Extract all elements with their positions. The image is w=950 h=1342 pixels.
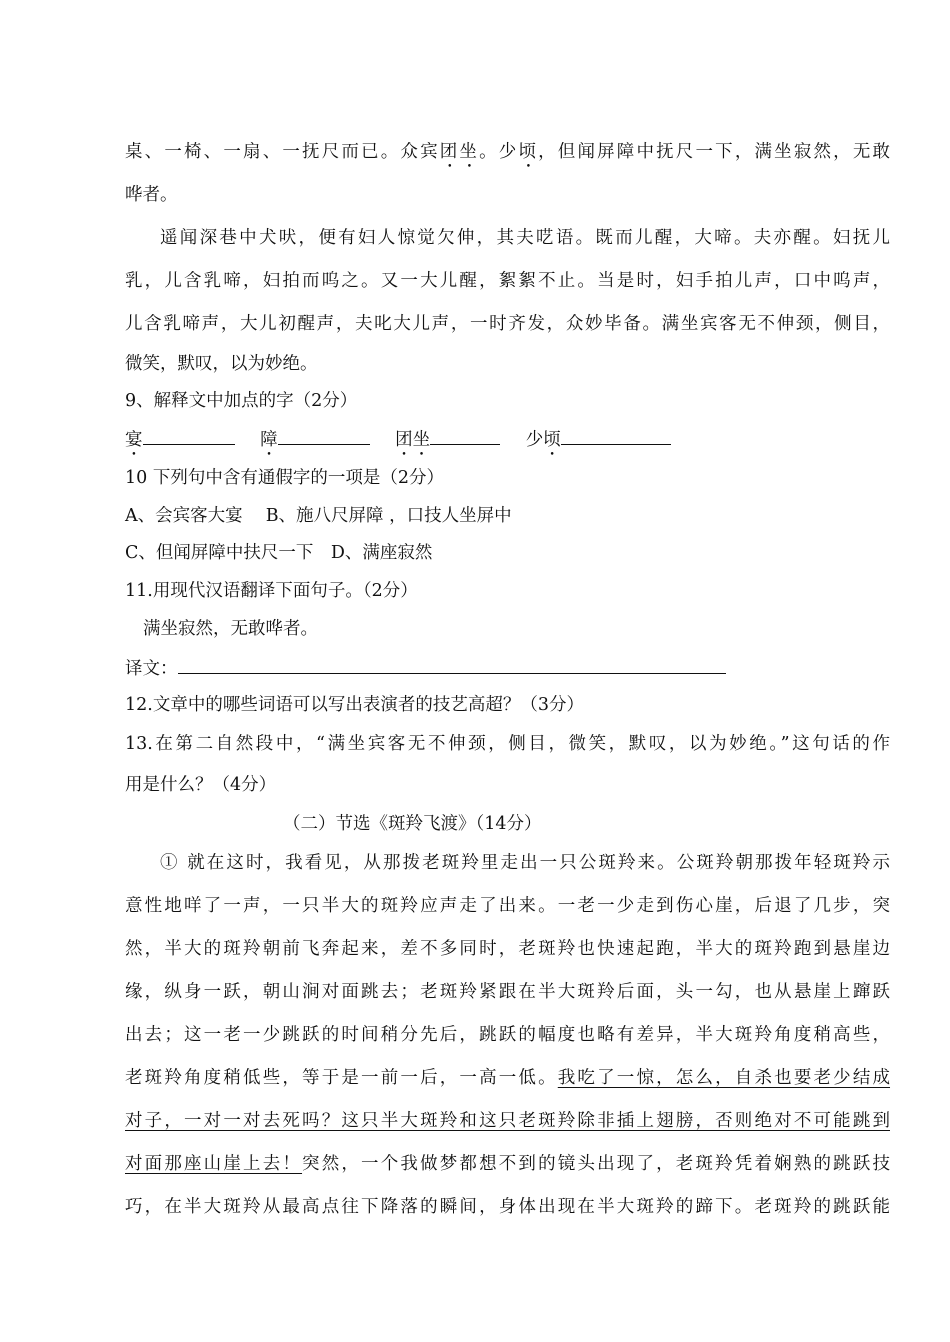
- passage2-line-6: 老斑羚角度稍低些，等于是一前一后，一高一低。我吃了一惊，怎么，自杀也要老少结成: [125, 1068, 891, 1088]
- dotted-tuanzuo: 团坐: [439, 142, 480, 162]
- underlined-sentence: 我吃了一惊，怎么，自杀也要老少结成: [557, 1068, 891, 1088]
- passage1-line-1: 桌、一椅、一扇、一抚尺而已。众宾团坐。少顷，但闻屏障中抚尺一下，满坐寂然，无敢: [125, 142, 891, 162]
- q9-prompt: 9、解释文中加点的字（2分）: [125, 391, 358, 411]
- translation-answer-blank[interactable]: [178, 655, 726, 674]
- passage2-line-9: 巧，在半大斑羚从最高点往下降落的瞬间，身体出现在半大斑羚的蹄下。老斑羚的跳跃能: [125, 1197, 890, 1217]
- passage2-line-1: ① 就在这时，我看见，从那拨老斑羚里走出一只公斑羚来。公斑羚朝那拨年轻斑羚示: [160, 853, 890, 873]
- passage2-line-7: 对子，一对一对去死吗？这只半大斑羚和这只老斑羚除非插上翅膀，否则绝对不可能跳到: [125, 1111, 890, 1131]
- q9-item-yan: 宴: [125, 426, 235, 460]
- passage1-line-5: 儿含乳啼声，大儿初醒声，夫叱大儿声，一时齐发，众妙毕备。满坐宾客无不伸颈，侧目，: [125, 314, 890, 334]
- q9-item-shaoqing: 少顷: [526, 426, 671, 460]
- q11-answer-line: 译文：: [125, 655, 890, 681]
- answer-blank[interactable]: [430, 426, 500, 445]
- passage2-line-5: 出去；这一老一少跳跃的时间稍分先后，跳跃的幅度也略有差异，半大斑羚角度稍高些，: [125, 1025, 890, 1045]
- q11-sentence: 满坐寂然，无敢哗者。: [143, 619, 318, 639]
- q13-line-1: 13.在第二自然段中，“满坐宾客无不伸颈，侧目，微笑，默叹，以为妙绝。”这句话的作: [125, 734, 890, 754]
- q10-options-ab: A、会宾客大宴 B、施八尺屏障 ，口技人坐屏中: [125, 506, 512, 526]
- passage2-line-2: 意性地咩了一声，一只半大的斑羚应声走了出来。一老一少走到伤心崖，后退了几步，突: [125, 896, 890, 916]
- q9-item-tuanzuo: 团坐: [395, 426, 500, 460]
- q10-options-cd: C、但闻屏障中扶尺一下 D、满座寂然: [125, 543, 433, 563]
- underlined-sentence-end: 对面那座山崖上去！: [125, 1154, 303, 1174]
- passage1-line-2: 哗者。: [125, 185, 178, 205]
- passage1-line-4: 乳，儿含乳啼，妇拍而呜之。又一大儿醒，絮絮不止。当是时，妇手拍儿声，口中呜声，: [125, 271, 890, 291]
- passage1-line-3: 遥闻深巷中犬吠，便有妇人惊觉欠伸，其夫呓语。既而儿醒，大啼。夫亦醒。妇抚儿: [160, 228, 890, 248]
- passage2-line-8: 对面那座山崖上去！突然，一个我做梦都想不到的镜头出现了，老斑羚凭着娴熟的跳跃技: [125, 1154, 891, 1174]
- answer-blank[interactable]: [278, 426, 370, 445]
- q9-items: [125, 426, 890, 460]
- q9-item-zhang: 障: [260, 426, 370, 460]
- q10-prompt: 10 下列句中含有通假字的一项是（2分）: [125, 468, 444, 488]
- q12-prompt: 12.文章中的哪些词语可以写出表演者的技艺高超？（3分）: [125, 695, 584, 715]
- answer-blank[interactable]: [143, 426, 235, 445]
- q13-line-2: 用是什么？（4分）: [125, 775, 277, 795]
- q11-prompt: 11.用现代汉语翻译下面句子。（2分）: [125, 581, 418, 601]
- section2-title: （二）节选《斑羚飞渡》（14分）: [283, 814, 542, 834]
- answer-blank[interactable]: [561, 426, 671, 445]
- dotted-qing: 顷: [518, 142, 539, 162]
- passage2-line-4: 缘，纵身一跃，朝山涧对面跳去；老斑羚紧跟在半大斑羚后面，头一勾，也从悬崖上蹿跃: [125, 982, 890, 1002]
- passage1-line-6: 微笑，默叹，以为妙绝。: [125, 354, 318, 374]
- passage2-line-3: 然，半大的斑羚朝前飞奔起来，差不多同时，老斑羚也快速起跑，半大的斑羚跑到悬崖边: [125, 939, 890, 959]
